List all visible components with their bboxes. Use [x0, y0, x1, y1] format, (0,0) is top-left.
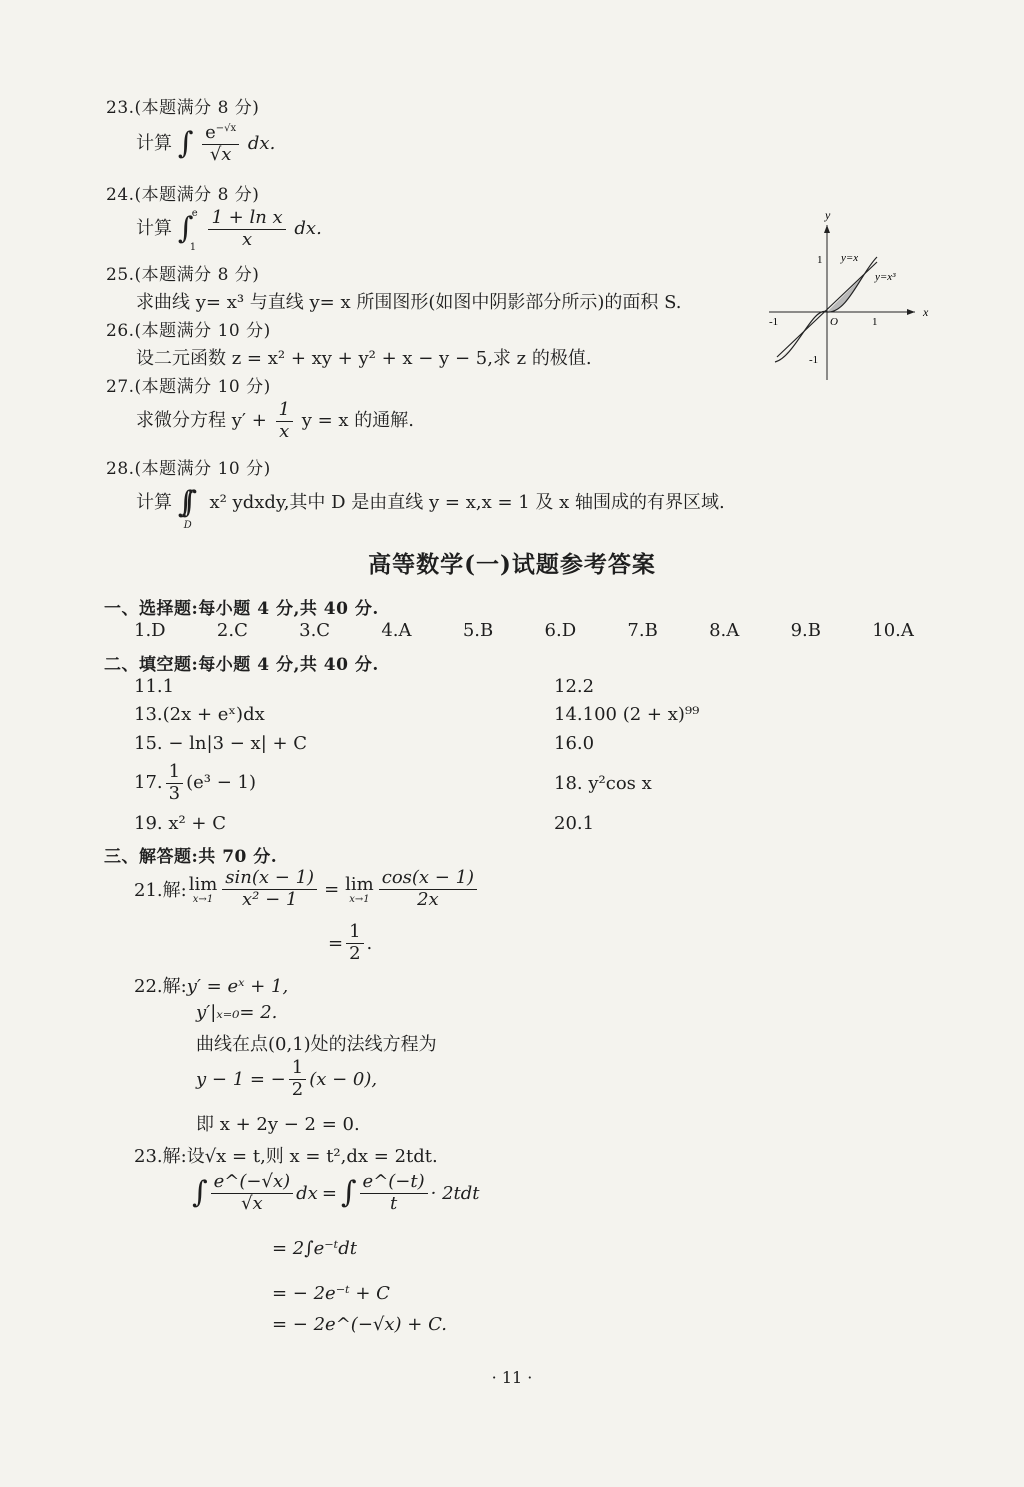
frac2-num: cos(x − 1) [379, 868, 477, 890]
fill-answer-19: 19. x² + C [134, 813, 227, 834]
fill-answer-17-den: 3 [168, 782, 181, 804]
solution-23-subst: 设√x = t,则 x = t²,dx = 2tdt. [186, 1146, 438, 1167]
solution-21-label: 21.解: [134, 880, 187, 902]
x-tick-neg: -1 [769, 316, 779, 328]
integral-sign: ∫ [340, 1175, 357, 1211]
choice-answer: 2.C [216, 620, 248, 641]
lim-sub: x→1 [349, 893, 370, 905]
result-num: 1 [346, 922, 363, 944]
page-number: · 11 · [491, 1368, 533, 1387]
q28-text: x² ydxdy,其中 D 是由直线 y = x,x = 1 及 x 轴围成的有界区域. [209, 492, 725, 513]
limit-block [345, 874, 374, 905]
fill-answer-14: 14.100 (2 + x)⁹⁹ [554, 704, 700, 725]
q24-integral [177, 208, 200, 254]
result-den: 2 [349, 942, 361, 964]
s22-l4-post: (x − 0), [309, 1068, 378, 1090]
section2-heading: 二、填空题:每小题 4 分,共 40 分. [104, 655, 379, 675]
solution-22-line4 [196, 1058, 377, 1100]
solution-21-frac1 [222, 868, 317, 910]
fill-answer-17-prefix: 17. [134, 772, 163, 794]
section1-heading: 一、选择题:每小题 4 分,共 40 分. [104, 599, 379, 619]
q23-prompt: 计算 [136, 133, 172, 155]
curve-y-equals-x-cubed [775, 257, 877, 362]
q26-number: 26.(本题满分 10 分) [106, 321, 271, 341]
y-axis-label: y [825, 208, 831, 222]
choice-answer: 8.A [709, 620, 740, 641]
y-axis-arrow [824, 225, 830, 233]
q27-number: 27.(本题满分 10 分) [106, 377, 271, 397]
s22-l4-pre: y − 1 = − [196, 1068, 286, 1090]
fill-answer-17 [134, 762, 256, 804]
q24-denominator: x [241, 228, 253, 250]
fill-answer-13: 13.(2x + eˣ)dx [134, 704, 265, 725]
q27-prompt: 求微分方程 y′ + [136, 410, 267, 432]
q26-text: 设二元函数 z = x² + xy + y² + x − y − 5,求 z 的极值. [136, 348, 592, 369]
q24-numerator: 1 + ln x [208, 208, 285, 230]
solution-22-line2: y′|ₓ₌₀= 2. [196, 1002, 278, 1023]
s23-lhs-fraction [211, 1172, 293, 1214]
s23-mid-num: e^(−t) [360, 1172, 428, 1194]
limit-block [189, 874, 218, 905]
y-tick-pos: 1 [817, 254, 823, 266]
integral-sign: ∫ [192, 1175, 208, 1211]
q23-denominator: √x [209, 143, 232, 165]
fill-answer-17-fraction [166, 762, 183, 804]
q24-number: 24.(本题满分 8 分) [106, 185, 260, 205]
q24-upper-limit: e [191, 208, 198, 220]
solution-23-line4: = − 2e⁻ᵗ + C [272, 1283, 390, 1304]
solution-23-line3: = 2∫e⁻ᵗdt [272, 1238, 357, 1259]
q28-number: 28.(本题满分 10 分) [106, 459, 271, 479]
q24-fraction [208, 208, 285, 250]
fill-answer-17-tail: (e³ − 1) [186, 772, 256, 794]
q27-denominator: x [279, 420, 290, 442]
q23-number: 23.(本题满分 8 分) [106, 98, 260, 118]
equals-sign: = [328, 932, 344, 954]
s23-lhs-num: e^(−√x) [211, 1172, 293, 1194]
s23-mid-den: t [389, 1192, 398, 1214]
integral-sign: ∫ [177, 126, 194, 162]
q23-tail: dx. [247, 133, 276, 155]
q27-body [136, 400, 414, 442]
q23-numerator [202, 123, 239, 145]
s22-l4-num: 1 [289, 1058, 306, 1080]
integral-sign: ∫ [177, 211, 194, 247]
choice-answer: 7.B [627, 620, 658, 641]
fill-answer-11: 11.1 [134, 676, 175, 697]
choice-answer: 9.B [790, 620, 821, 641]
s23-lhs-den: √x [241, 1192, 263, 1214]
solution-22-line3: 曲线在点(0,1)处的法线方程为 [196, 1034, 437, 1055]
q24-lower-limit: 1 [189, 242, 197, 254]
q23-num-base: e [205, 122, 216, 143]
q23-num-sup: −√x [215, 123, 237, 134]
fill-answer-12: 12.2 [554, 676, 595, 697]
lim-text: lim [345, 873, 374, 895]
frac1-num: sin(x − 1) [222, 868, 317, 890]
lim-text: lim [188, 873, 218, 895]
section3-heading: 三、解答题:共 70 分. [104, 847, 278, 867]
solution-22-line1 [134, 972, 288, 998]
y-tick-neg: -1 [809, 354, 819, 366]
choice-answers-row [134, 620, 914, 641]
q27-tail: y = x 的通解. [301, 410, 414, 432]
x-tick-pos: 1 [872, 316, 878, 328]
q25-number: 25.(本题满分 8 分) [106, 265, 260, 285]
s23-mid-fraction [360, 1172, 428, 1214]
period: . [366, 932, 373, 954]
fill-answer-16: 16.0 [554, 733, 595, 754]
solution-23-line5: = − 2e^(−√x) + C. [272, 1314, 447, 1335]
x-axis-arrow [907, 309, 915, 315]
q28-prompt: 计算 [136, 492, 172, 513]
fill-answer-18: 18. y²cos x [554, 773, 652, 794]
q28-domain: D [183, 520, 192, 531]
lim-sub: x→1 [192, 893, 214, 905]
s22-l4-fraction [289, 1058, 306, 1100]
choice-answer: 4.A [381, 620, 412, 641]
solution-23-line1 [134, 1142, 438, 1168]
solution-23-line2 [192, 1172, 480, 1214]
frac2-den: 2x [417, 888, 439, 910]
solution-21-line1 [134, 868, 480, 910]
solution-22-derivative: y′ = eˣ + 1, [186, 976, 289, 997]
solution-21-frac2 [379, 868, 477, 910]
answer-title: 高等数学(一)试题参考答案 [368, 551, 656, 578]
choice-answer: 5.B [462, 620, 494, 641]
choice-answer: 6.D [544, 620, 577, 641]
q23-fraction [202, 123, 239, 165]
q28-body [136, 485, 725, 531]
curve-area-figure [765, 205, 940, 385]
q24-prompt: 计算 [136, 218, 172, 240]
q24-body [136, 207, 322, 254]
solution-21-line2 [328, 922, 372, 964]
solution-23-label: 23.解: [134, 1146, 187, 1167]
q27-fraction [276, 400, 293, 442]
fill-answer-17-num: 1 [166, 762, 183, 784]
label-cubic: y=x³ [875, 271, 896, 283]
equals-sign: = [324, 878, 340, 900]
origin-label: O [830, 316, 838, 328]
fill-answer-15: 15. − ln|3 − x| + C [134, 733, 308, 754]
frac1-den: x² − 1 [242, 888, 298, 910]
choice-answer: 1.D [134, 620, 166, 641]
choice-answer: 3.C [299, 620, 331, 641]
s22-l4-den: 2 [291, 1078, 304, 1100]
q27-numerator: 1 [276, 400, 293, 422]
q28-double-integral [177, 485, 204, 531]
q25-text: 求曲线 y= x³ 与直线 y= x 所围图形(如图中阴影部分所示)的面积 S. [136, 292, 682, 313]
fill-answer-20: 20.1 [554, 813, 595, 834]
s23-mid-tail: · 2tdt [430, 1182, 480, 1204]
label-line: y=x [841, 252, 859, 264]
dx-text: dx [296, 1182, 318, 1204]
choice-answer: 10.A [872, 620, 914, 641]
equals-sign: = [321, 1182, 337, 1204]
solution-22-label: 22.解: [134, 976, 187, 997]
q24-tail: dx. [294, 218, 322, 240]
x-axis-label: x [923, 305, 929, 319]
q23-body [136, 123, 275, 165]
solution-21-result [346, 922, 363, 964]
solution-22-line5: 即 x + 2y − 2 = 0. [196, 1114, 360, 1135]
double-integral-sign: ∫∫ [177, 485, 185, 520]
